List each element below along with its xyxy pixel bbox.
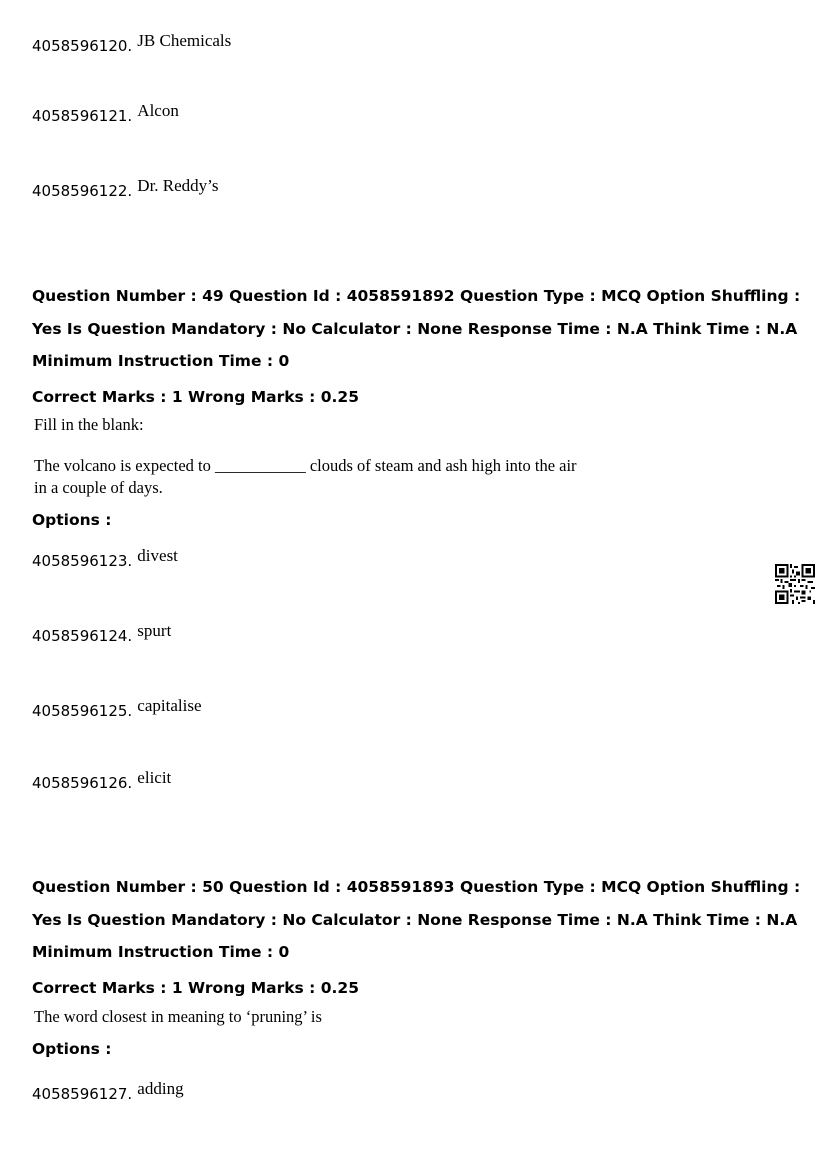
option-item bbox=[32, 696, 202, 721]
question-49-header: Question Number : 49 Question Id : 4058591892 Question Type : MCQ Option Shuffling : Yes Is Question Mandatory : No Calculator : None Response Time : N.A Think Time : N.A Minimum Instruction Time : 0 bbox=[32, 287, 801, 370]
option-id: 4058596122. bbox=[32, 182, 133, 200]
option-id: 4058596120. bbox=[32, 37, 133, 55]
option-text: spurt bbox=[137, 621, 172, 640]
question-49-marks: Correct Marks : 1 Wrong Marks : 0.25 bbox=[32, 388, 359, 406]
option-item bbox=[32, 1079, 184, 1104]
option-text: JB Chemicals bbox=[137, 31, 232, 50]
option-id: 4058596124. bbox=[32, 627, 133, 645]
option-text: elicit bbox=[137, 768, 172, 787]
question-50-text: The word closest in meaning to ‘pruning’ is bbox=[34, 1007, 322, 1026]
option-item bbox=[32, 176, 219, 201]
option-text: adding bbox=[137, 1079, 184, 1098]
option-text: Alcon bbox=[137, 101, 179, 120]
option-id: 4058596123. bbox=[32, 552, 133, 570]
option-item bbox=[32, 101, 179, 126]
question-49-sentence-line-2: in a couple of days. bbox=[34, 478, 163, 497]
question-49-options-label: Options : bbox=[32, 511, 112, 529]
option-item bbox=[32, 31, 232, 56]
question-49-sentence-line-1: The volcano is expected to ___________ clouds of steam and ash high into the air bbox=[34, 456, 577, 475]
option-text: Dr. Reddy’s bbox=[137, 176, 219, 195]
option-text: capitalise bbox=[137, 696, 202, 715]
question-50-options-label: Options : bbox=[32, 1040, 112, 1058]
option-id: 4058596125. bbox=[32, 702, 133, 720]
option-item bbox=[32, 621, 172, 646]
qr-code-icon bbox=[775, 564, 815, 604]
option-item bbox=[32, 546, 178, 571]
option-id: 4058596127. bbox=[32, 1085, 133, 1103]
option-text: divest bbox=[137, 546, 178, 565]
option-id: 4058596121. bbox=[32, 107, 133, 125]
option-id: 4058596126. bbox=[32, 774, 133, 792]
question-50-marks: Correct Marks : 1 Wrong Marks : 0.25 bbox=[32, 979, 359, 997]
option-item bbox=[32, 768, 172, 793]
question-49-instruction: Fill in the blank: bbox=[34, 415, 144, 434]
question-50-header: Question Number : 50 Question Id : 4058591893 Question Type : MCQ Option Shuffling : Yes Is Question Mandatory : No Calculator : None Response Time : N.A Think Time : N.A Minimum Instruction Time : 0 bbox=[32, 878, 801, 961]
